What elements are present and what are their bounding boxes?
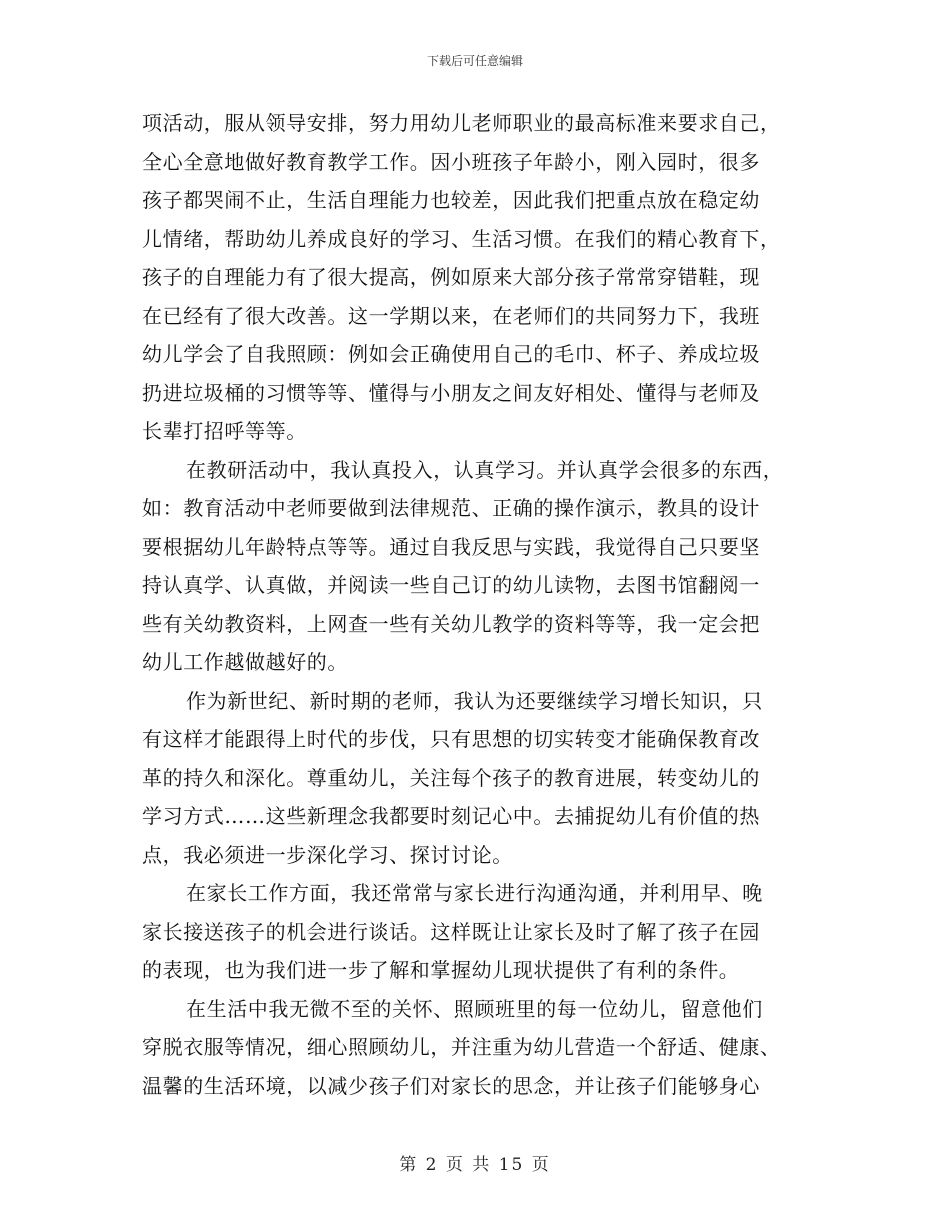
- body-text: [142, 104, 822, 1105]
- text-line: 温馨的生活环境，以减少孩子们对家长的思念，并让孩子们能够身心: [142, 1073, 760, 1098]
- text-line: 要根据幼儿年龄特点等等。通过自我反思与实践，我觉得自己只要坚: [142, 534, 760, 559]
- text-line: 扔进垃圾桶的习惯等等、懂得与小朋友之间友好相处、懂得与老师及: [142, 380, 760, 405]
- text-line-indented: 在家长工作方面，我还常常与家长进行沟通沟通，并利用早、晚: [186, 881, 763, 905]
- text-line: 革的持久和深化。尊重幼儿，关注每个孩子的教育进展，转变幼儿的: [142, 765, 760, 790]
- text-line: 幼儿学会了自我照顾：例如会正确使用自己的毛巾、杯子、养成垃圾: [142, 342, 760, 366]
- text-line: 的表现，也为我们进一步了解和掌握幼儿现状提供了有利的条件。: [142, 958, 740, 982]
- text-line: 穿脱衣服等情况，细心照顾幼儿，并注重为幼儿营造一个舒适、健康、: [142, 1035, 781, 1059]
- paragraph: [142, 451, 822, 682]
- paragraph: [142, 104, 822, 451]
- text-line: 孩子的自理能力有了很大提高，例如原来大部分孩子常常穿错鞋，现: [142, 265, 760, 289]
- text-line: 儿情绪，帮助幼儿养成良好的学习、生活习惯。在我们的精心教育下，: [142, 226, 781, 251]
- text-line: 孩子都哭闹不止，生活自理能力也较差，因此我们把重点放在稳定幼: [142, 188, 760, 212]
- text-line-indented: 作为新世纪、新时期的老师，我认为还要继续学习增长知识，只: [186, 688, 763, 713]
- text-line: 如：教育活动中老师要做到法律规范、正确的操作演示，教具的设计: [142, 496, 760, 520]
- paragraph: [142, 682, 822, 875]
- page-header: 下载后可任意编辑: [426, 54, 523, 68]
- text-line: 全心全意地做好教育教学工作。因小班孩子年龄小，刚入园时，很多: [142, 149, 760, 174]
- text-line: 学习方式……这些新理念我都要时刻记心中。去捕捉幼儿有价值的热: [142, 804, 760, 828]
- paragraph: [142, 874, 822, 990]
- text-line: 持认真学、认真做，并阅读一些自己订的幼儿读物，去图书馆翻阅一: [142, 573, 760, 597]
- text-line-indented: 在生活中我无微不至的关怀、照顾班里的每一位幼儿，留意他们: [186, 996, 763, 1021]
- text-line: 在已经有了很大改善。这一学期以来，在老师们的共同努力下，我班: [142, 303, 760, 328]
- text-line: 点，我必须进一步深化学习、探讨讨论。: [142, 842, 513, 867]
- paragraph: [142, 990, 822, 1106]
- text-line: 家长接送孩子的机会进行谈话。这样既让让家长及时了解了孩子在园: [142, 919, 760, 944]
- text-line: 有这样才能跟得上时代的步伐，只有思想的切实转变才能确保教育改: [142, 727, 760, 751]
- text-line: 些有关幼教资料，上网查一些有关幼儿教学的资料等等，我一定会把: [142, 611, 760, 636]
- text-line-indented: 在教研活动中，我认真投入，认真学习。并认真学会很多的东西，: [186, 457, 784, 482]
- text-line: 长辈打招呼等等。: [142, 419, 307, 443]
- text-line: 项活动，服从领导安排，努力用幼儿老师职业的最高标准来要求自己，: [142, 111, 781, 135]
- page-number-footer: 第 2 页 共 15 页: [399, 1155, 551, 1175]
- text-line: 幼儿工作越做越好的。: [142, 650, 348, 674]
